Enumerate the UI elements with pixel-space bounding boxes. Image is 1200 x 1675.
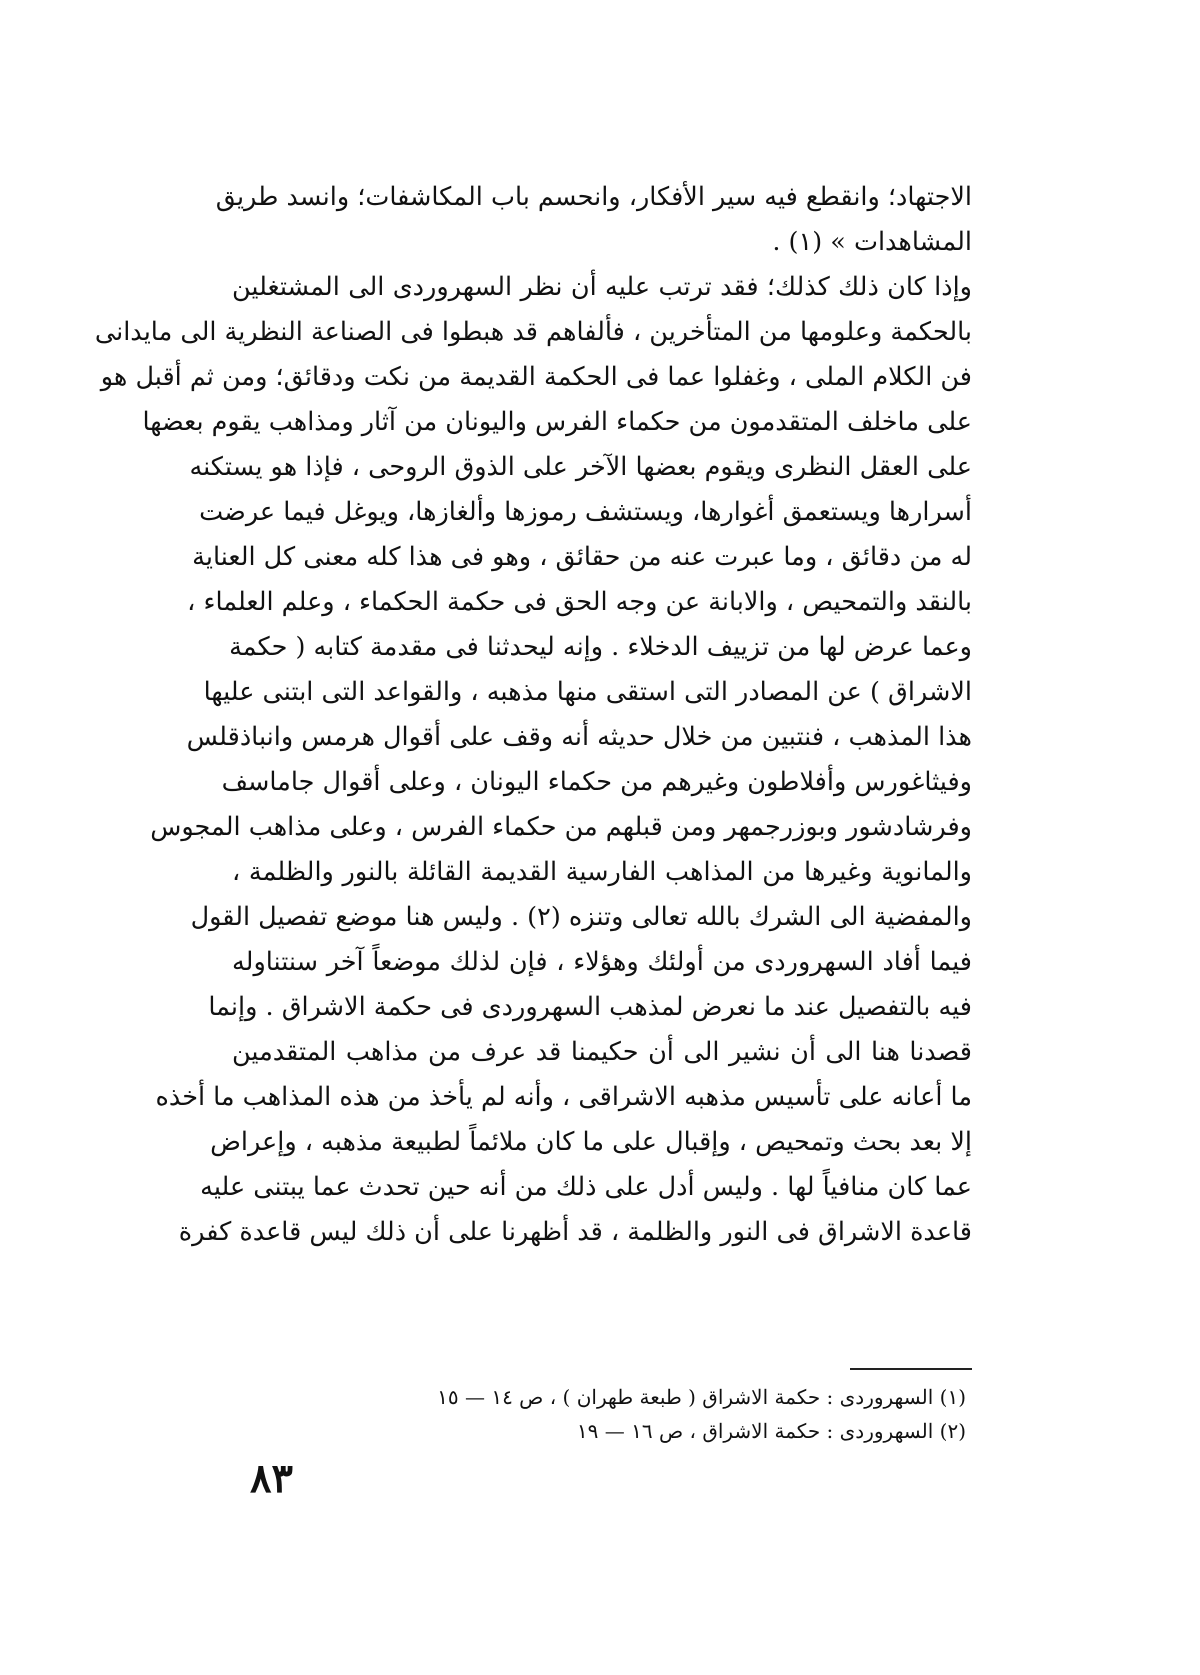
text-line: ما أعانه على تأسيس مذهبه الاشراقى ، وأنه لم يأخذ من هذه المذاهب ما أخذه <box>155 1082 972 1112</box>
text-line: وإذا كان ذلك كذلك؛ فقد ترتب عليه أن نظر السهروردى الى المشتغلين <box>232 272 972 302</box>
footnotes <box>330 1380 966 1448</box>
text-line: وفرشادشور وبوزرجمهر ومن قبلهم من حكماء الفرس ، وعلى مذاهب المجوس <box>150 812 972 842</box>
text-line: والمفضية الى الشرك بالله تعالى وتنزه (٢) . وليس هنا موضع تفصيل القول <box>190 902 972 932</box>
text-line: إلا بعد بحث وتمحيص ، وإقبال على ما كان ملائماً لطبيعة مذهبه ، وإعراض <box>210 1127 972 1157</box>
footnote: (٢) السهروردى : حكمة الاشراق ، ص ١٦ — ١٩ <box>576 1419 966 1443</box>
text-line: الاجتهاد؛ وانقطع فيه سير الأفكار، وانحسم باب المكاشفات؛ وانسد طريق <box>215 182 972 212</box>
page-number: ٨٣ <box>250 1455 293 1502</box>
text-line: المشاهدات » (١) . <box>772 227 972 257</box>
text-line: الاشراق ) عن المصادر التى استقى منها مذهبه ، والقواعد التى ابتنى عليها <box>203 677 972 707</box>
text-line: فيما أفاد السهروردى من أولئك وهؤلاء ، فإن لذلك موضعاً آخر سنتناوله <box>232 947 972 977</box>
text-line: قصدنا هنا الى أن نشير الى أن حكيمنا قد عرف من مذاهب المتقدمين <box>232 1037 972 1067</box>
text-line: بالنقد والتمحيص ، والابانة عن وجه الحق فى حكمة الحكماء ، وعلم العلماء ، <box>187 587 972 617</box>
text-line: قاعدة الاشراق فى النور والظلمة ، قد أظهرنا على أن ذلك ليس قاعدة كفرة <box>178 1217 972 1247</box>
text-line: عما كان منافياً لها . وليس أدل على ذلك من أنه حين تحدث عما يبتنى عليه <box>200 1172 972 1202</box>
text-line: على ماخلف المتقدمون من حكماء الفرس واليونان من آثار ومذاهب يقوم بعضها <box>142 407 972 437</box>
footnote: (١) السهروردى : حكمة الاشراق ( طبعة طهران ) ، ص ١٤ — ١٥ <box>437 1385 966 1409</box>
text-line: بالحكمة وعلومها من المتأخرين ، فألفاهم قد هبطوا فى الصناعة النظرية الى مايدانى <box>94 317 972 347</box>
text-line: وعما عرض لها من تزييف الدخلاء . وإنه ليحدثنا فى مقدمة كتابه ( حكمة <box>229 632 972 662</box>
text-line: له من دقائق ، وما عبرت عنه من حقائق ، وهو فى هذا كله معنى كل العناية <box>192 542 972 572</box>
text-line: على العقل النظرى ويقوم بعضها الآخر على الذوق الروحى ، فإذا هو يستكنه <box>189 452 972 482</box>
intro-text <box>215 175 972 265</box>
text-line: فيه بالتفصيل عند ما نعرض لمذهب السهروردى فى حكمة الاشراق . وإنما <box>208 992 972 1022</box>
main-paragraph <box>94 265 972 1255</box>
text-line: فن الكلام الملى ، وغفلوا عما فى الحكمة القديمة من نكت ودقائق؛ ومن ثم أقبل هو <box>100 362 972 392</box>
text-line: والمانوية وغيرها من المذاهب الفارسية القديمة القائلة بالنور والظلمة ، <box>232 857 972 887</box>
footnote-divider <box>850 1368 972 1370</box>
text-line: وفيثاغورس وأفلاطون وغيرهم من حكماء اليونان ، وعلى أقوال جاماسف <box>221 767 972 797</box>
text-line: هذا المذهب ، فنتبين من خلال حديثه أنه وقف على أقوال هرمس وانباذقلس <box>186 722 972 752</box>
text-line: أسرارها ويستعمق أغوارها، ويستشف رموزها وألغازها، ويوغل فيما عرضت <box>199 497 972 527</box>
